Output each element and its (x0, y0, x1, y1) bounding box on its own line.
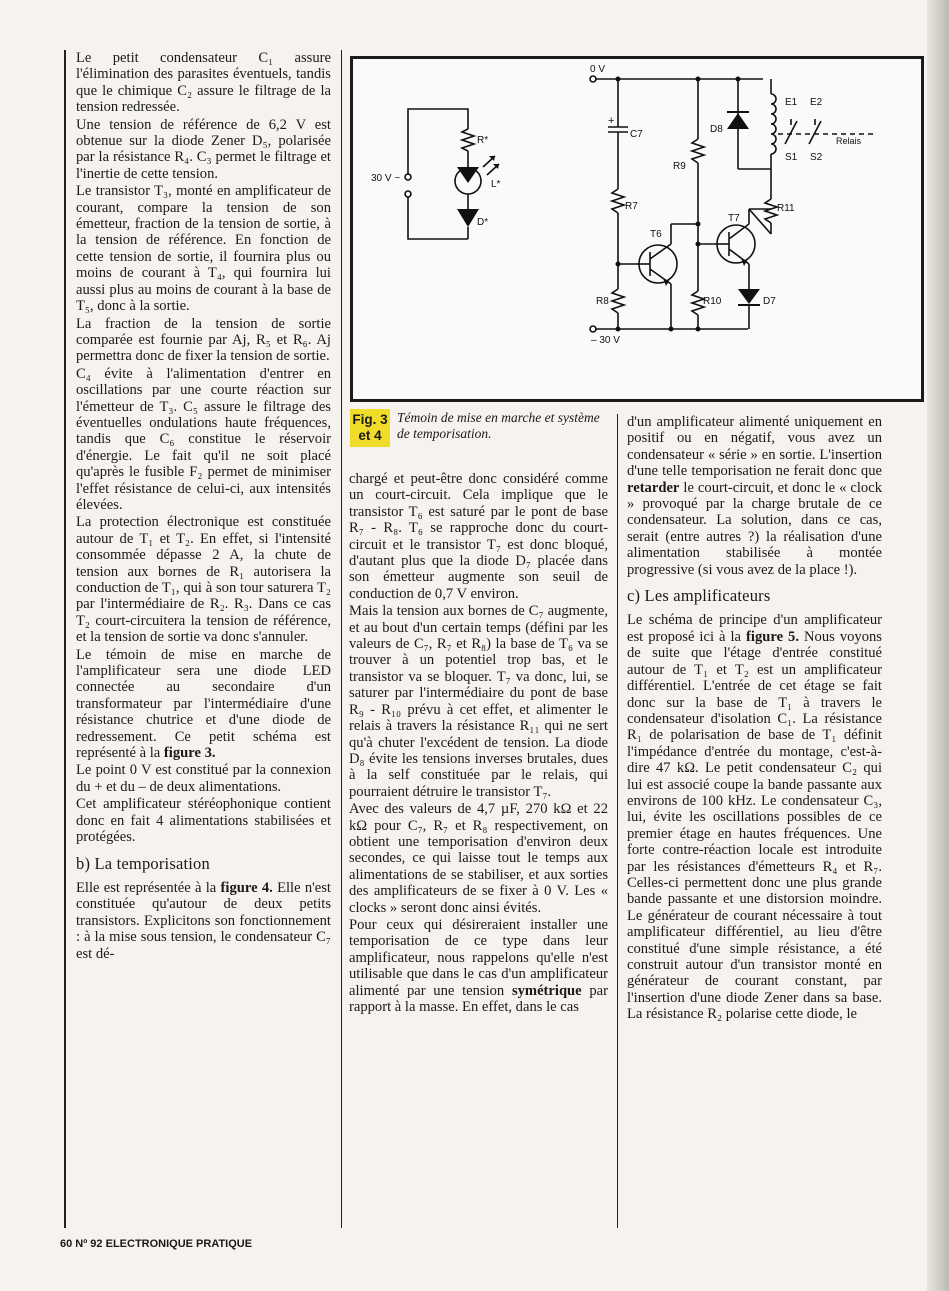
paragraph: La fraction de la tension de sortie comparée est fournie par Aj, R₅ et R₆. Aj permettra donc de fixer la tension de sortie. (76, 315, 331, 365)
paragraph: Mais la tension aux bornes de C₇ augmente, et au bout d'un certain temps (défini par les valeurs de C₇, R₇ et R₈) la base de T₆ va se trouver à un potentiel trop bas, et le transistor va se bloquer. T₇ va donc, lui, se saturer par l'intermédiaire du pont de base R₉ - R₁₀ prévu à cet effet, et alimenter le relais à travers la résistance R₁₁ qui ne sert qu'à chuter l'excédent de tension. La diode D₈ évite les tensions inverses brutales, dues à la self constituée par le relais, qui pourraient détruire le transistor T₇. (349, 603, 608, 800)
label-c7: C7 (630, 129, 643, 140)
figure-caption: Témoin de mise en marche et système de temporisation. (397, 410, 600, 441)
label-minus-30v: – 30 V (591, 335, 620, 346)
figure-reference: figure 4. (220, 879, 273, 896)
text-run: Le schéma de principe d'un amplificateur est proposé ici à la (627, 612, 882, 645)
label-relais: Relais (836, 136, 862, 146)
figure-reference: figure 3. (163, 745, 216, 762)
label-r11: R11 (777, 203, 795, 214)
paragraph: Cet amplificateur stéréophonique contient donc en fait 4 alimentations stabilisées et protégées. (76, 796, 331, 846)
text-column-2 (349, 471, 608, 1015)
label-r7: R7 (625, 201, 638, 212)
paragraph (76, 647, 331, 762)
label-e2: E2 (810, 97, 823, 108)
text-column-3 (627, 414, 882, 1023)
page-edge-shadow (927, 0, 949, 1291)
paragraph (627, 414, 882, 578)
label-l-star: L* (491, 179, 501, 190)
paragraph: chargé et peut-être donc considéré comme un court-circuit. Cela implique que le transistor T₆ est saturé par le pont de base R₇ - R₈. T₆ se rapproche donc du court-circuit et le transistor T₇ est donc bloqué, d'autant plus que la diode D₇ placée dans son émetteur augmente son seuil de conduction de 0,7 V environ. (349, 471, 608, 602)
label-30v-ac: 30 V ~ (371, 173, 401, 184)
label-s2: S2 (810, 152, 823, 163)
paragraph: La protection électronique est constituée autour de T₁ et T₂. En effet, si l'intensité consommée dépasse 2 A, la chute de tension aux bornes de R₁ autorisera la conduction de T₁, qui à son tour saturera T₂ par l'intermédiaire de R₂. R₃. Dans ce cas T₂ court-circuitera la tension de référence, et la tension de sortie va donc s'annuler. (76, 514, 331, 646)
paragraph: Une tension de référence de 6,2 V est obtenue sur la diode Zener D₅, polarisée par la résistance R₄. C₃ permet le filtrage et l'inertie de cette tension. (76, 116, 331, 182)
label-e1: E1 (785, 97, 798, 108)
text-run: Pour ceux qui désireraient installer une temporisation de ce type dans leur amplificateur, nous rappelons qu'elle n'est utilisable que dans le cas d'un amplificateur alimenté par une tension (349, 916, 608, 999)
schematic-svg (353, 59, 921, 399)
emphasis: retarder (627, 479, 680, 496)
emphasis: symétrique (511, 982, 582, 999)
text-run: d'un amplificateur alimenté uniquement en positif ou en négatif, vous avez un condensateur « série » en sortie. L'insertion d'une telle temporisation ne ferait donc que (627, 414, 882, 480)
figure-reference: figure 5. (746, 628, 799, 645)
page-footer: 60 Nº 92 ELECTRONIQUE PRATIQUE (60, 1238, 253, 1250)
label-r10: R10 (703, 296, 722, 307)
diode-d7-icon (738, 289, 760, 304)
text-run: le court-circuit, et donc le « clock » provoqué par la charge brutale de ce condensateur. La solution, dans ce cas, serait (entre autres ?) la réalisation d'une alimentation stabilisée à montée progressive (si vous avez de la place !). (627, 479, 882, 578)
label-d7: D7 (763, 296, 776, 307)
paragraph: Le point 0 V est constitué par la connexion du + et du – de deux alimentations. (76, 762, 331, 795)
figure-3-4-schematic (350, 56, 924, 402)
label-0v: 0 V (590, 64, 606, 75)
column-rule-left (64, 50, 66, 1228)
label-t6: T6 (650, 229, 662, 240)
column-rule-middle (341, 50, 342, 1228)
column-rule-right (617, 414, 618, 1228)
figure-badge (350, 409, 390, 447)
diode-d-star-icon (457, 209, 479, 227)
section-heading-c: c) Les amplificateurs (627, 586, 771, 606)
paragraph (627, 612, 882, 1022)
text-run: Le témoin de mise en marche de l'amplificateur sera une diode LED connectée au secondaire d'un transformateur par l'intermédiaire d'une résistance chutrice et d'une diode de redressement. Ce petit schéma est représenté à la (76, 646, 331, 762)
text-column-1 (76, 50, 331, 962)
paragraph: Avec des valeurs de 4,7 µF, 270 kΩ et 22 kΩ pour C₇, R₇ et R₈ respectivement, on obtient une temporisation d'environ deux secondes, ce qui laisse tout le temps aux alimentations de se stabiliser, et aux sorties des amplificateurs de se fixer à 0 V. Les « clocks » seront donc ainsi évités. (349, 801, 608, 916)
figure-badge-line: et 4 (358, 428, 382, 443)
paragraph (349, 917, 608, 1015)
text-run: Elle est représentée à la (76, 879, 221, 896)
section-heading-b: b) La temporisation (76, 853, 210, 873)
figure-badge-line: Fig. 3 (352, 412, 388, 427)
text-run: par rapport à la masse. En effet, dans le cas (349, 982, 608, 1015)
label-s1: S1 (785, 152, 798, 163)
label-r8: R8 (596, 296, 609, 307)
label-r9: R9 (673, 161, 686, 172)
paragraph: C₄ évite à l'alimentation d'entrer en oscillations par une courte réaction sur l'émetteur de T₃. C₅ assure le filtrage des éventuelles ondulations haute fréquences, tandis que C₆ constitue le réservoir d'énergie. Le fait qu'il ne soit placé qu'après le fusible F₂ permet de minimiser l'effet résistance de celui-ci, aux intensités élevées. (76, 365, 331, 513)
label-plus: + (608, 115, 615, 127)
paragraph (76, 880, 331, 962)
diode-d8-icon (727, 113, 749, 129)
paragraph: Le petit condensateur C₁ assure l'élimination des parasites éventuels, tandis que le chimique C₂ assure le filtrage de la tension redressée. (76, 50, 331, 116)
label-d8: D8 (710, 124, 723, 135)
label-t7: T7 (728, 213, 740, 224)
text-run: Elle n'est constituée qu'autour de deux petits transistors. Explicitons son fonctionnement : à la mise sous tension, le condensateur C₇ est dé- (76, 879, 331, 962)
paragraph: Le transistor T₃, monté en amplificateur de courant, compare la tension de son émetteur, fraction de la tension de sortie, à la tension de référence. En fonction de cette tension de sortie, il fournira plus ou moins de courant à T₄, qui fournira lui aussi plus au moins de courant à la base de T₅, donc à la sortie. (76, 183, 331, 315)
label-d-star: D* (477, 217, 489, 228)
label-r-star: R* (477, 135, 489, 146)
text-run: Nous voyons de suite que l'étage d'entrée constitué autour de T₁ et T₂ est un amplificateur différentiel. L'entrée de cet étage se fait donc sur la base de T₁ à travers le condensateur d'isolation C₁. La résistance R₁ de polarisation de base de T₁ définit l'impédance d'entrée du montage, c'est-à-dire 47 kΩ. Le petit condensateur C₂ qui lui est associé coupe la bande passante aux environs de 100 kHz. Le condensateur C₃, lui, évite les oscillations possibles de ce premier étage en hautes fréquences. Une forte contre-réaction locale est introduite par les résistances d'émetteurs R₄ et R₇. Celles-ci permettent donc une plus grande bande passante et une distorsion moindre. Le générateur de courant nécessaire à tout amplificateur différentiel, au lieu d'être constitué d'une simple résistance, a été construit autour d'un transistor monté en générateur de courant constant, par l'insertion d'une diode Zener dans sa base. La résistance R₂ polarise cette diode, le (627, 628, 882, 1023)
